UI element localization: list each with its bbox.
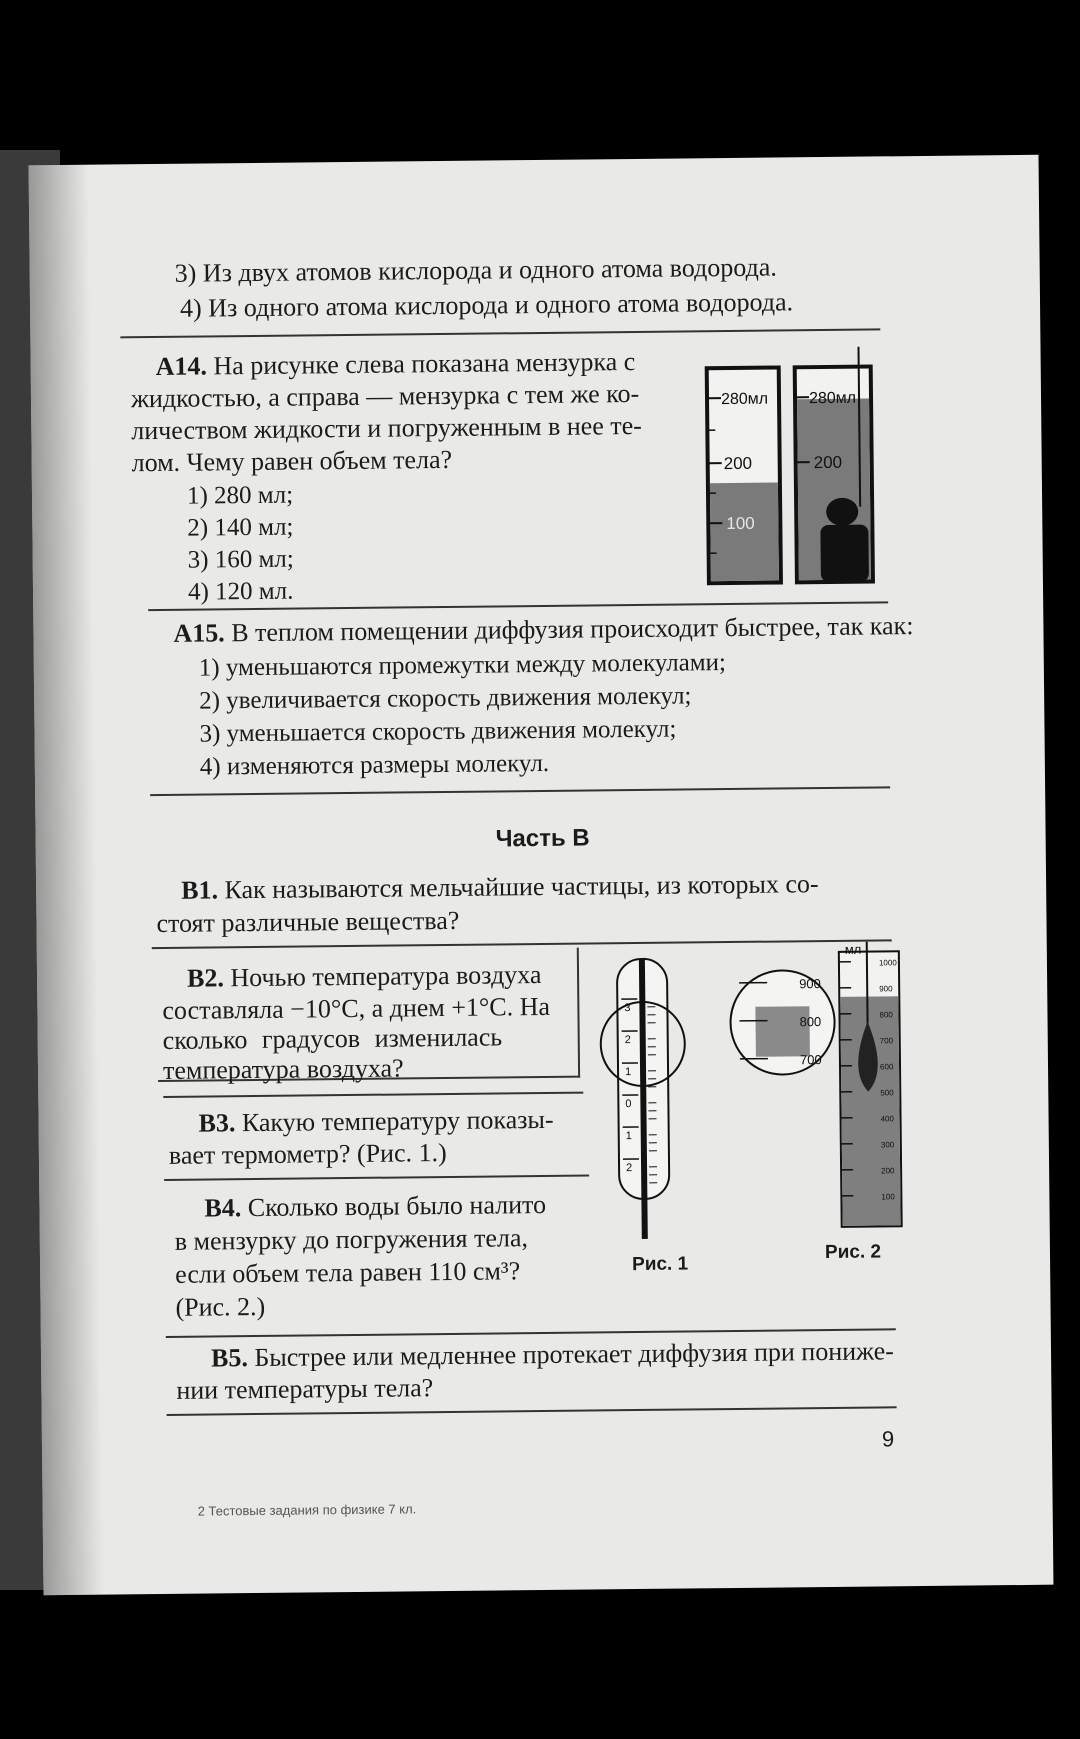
circle-tick-label: 800 bbox=[799, 1014, 822, 1030]
a14-option-1: 1) 280 мл; bbox=[186, 481, 294, 510]
cylinder-tick-label: 300 bbox=[880, 1140, 895, 1150]
a14-line-3: личеством жидкости и погруженным в нее те- bbox=[131, 410, 642, 446]
prev-option-3: 3) Из двух атомов кислорода и одного атома водорода. bbox=[174, 252, 777, 288]
a15-option-4: 4) изменяются размеры молекул. bbox=[199, 749, 550, 781]
a15-line-1 bbox=[173, 611, 913, 649]
beaker-left-100: 100 bbox=[726, 513, 755, 534]
cylinder-tick-label: 600 bbox=[879, 1062, 894, 1072]
cylinder-tick-label: 100 bbox=[881, 1192, 895, 1202]
thermometer-tick-label: 1 bbox=[625, 1066, 632, 1079]
b1-line-2: стоят различные вещества? bbox=[156, 905, 460, 939]
b4-line-1 bbox=[204, 1190, 546, 1224]
a15-option-3: 3) уменьшается скорость движения молекул; bbox=[199, 715, 677, 748]
b5-number: В5. bbox=[210, 1343, 249, 1373]
a14-option-3: 3) 160 мл; bbox=[187, 545, 294, 574]
beaker-left bbox=[707, 367, 781, 583]
a14-number: А14. bbox=[155, 351, 208, 382]
a14-option-4: 4) 120 мл. bbox=[187, 577, 294, 606]
cylinder-figure bbox=[727, 941, 915, 1243]
b1-text: Как называются мельчайшие частицы, из которых со- bbox=[224, 869, 819, 905]
a15-number: А15. bbox=[173, 618, 225, 648]
divider bbox=[163, 1092, 583, 1098]
b5-line-1 bbox=[211, 1336, 894, 1373]
b2-number: В2. bbox=[186, 963, 225, 993]
circle-tick-label: 700 bbox=[799, 1052, 822, 1068]
b2-line-1 bbox=[187, 960, 542, 994]
a14-line-2: жидкостью, а справа — мензурка с тем же ко- bbox=[130, 378, 640, 414]
b2-line-3: сколько градусов изменилась bbox=[162, 1022, 503, 1055]
b3-text: Какую температуру показы- bbox=[241, 1104, 554, 1138]
divider bbox=[164, 1175, 589, 1181]
thermometer-tick-label: 0 bbox=[625, 1098, 632, 1111]
beaker-left-280: 280мл bbox=[720, 390, 769, 409]
b2-line-2: составляла −10°С, а днем +1°С. На bbox=[162, 991, 551, 1025]
cylinder-tick-label: 500 bbox=[880, 1088, 894, 1098]
b2-text: Ночью температура воздуха bbox=[230, 960, 542, 993]
a15-option-1: 1) уменьшаются промежутки между молекулами; bbox=[198, 649, 727, 682]
b3-line-2: вает термометр? (Рис. 1.) bbox=[168, 1138, 447, 1170]
worksheet-page bbox=[29, 155, 1054, 1595]
thermometer-figure bbox=[597, 948, 735, 1249]
b3-line-1 bbox=[198, 1105, 553, 1139]
b1-number: В1. bbox=[180, 875, 219, 905]
circle-tick-label: 900 bbox=[799, 976, 821, 992]
beaker-right-200: 200 bbox=[813, 452, 843, 473]
divider bbox=[167, 1406, 897, 1416]
beaker-right bbox=[794, 347, 872, 583]
a14-line-4: лом. Чему равен объем тела? bbox=[131, 444, 453, 478]
cylinder-tick-label: 800 bbox=[879, 1010, 893, 1020]
cylinder-tick-label: 700 bbox=[879, 1036, 894, 1046]
cylinder-unit: мл bbox=[844, 941, 862, 957]
a14-line-1 bbox=[156, 347, 636, 382]
b5-text: Быстрее или медленнее протекает диффузия при пониже- bbox=[254, 1336, 895, 1373]
part-b-title: Часть В bbox=[495, 824, 590, 853]
fig2-label: Рис. 2 bbox=[824, 1241, 882, 1264]
a15-question: В теплом помещении диффузия происходит быстрее, так как: bbox=[231, 611, 914, 648]
divider bbox=[120, 328, 880, 338]
a14-option-2: 2) 140 мл; bbox=[187, 513, 294, 542]
b4-line-3: если объем тела равен 110 см³? bbox=[175, 1256, 521, 1289]
b1-line-1 bbox=[181, 869, 819, 906]
page-number: 9 bbox=[881, 1426, 895, 1452]
a15-option-2: 2) увеличивается скорость движения молекул; bbox=[199, 682, 692, 715]
thermometer-tick-label: 2 bbox=[626, 1162, 633, 1175]
divider bbox=[150, 786, 890, 796]
cylinder-tick-label: 900 bbox=[879, 984, 893, 994]
prev-option-4: 4) Из одного атома кислорода и одного атома водорода. bbox=[179, 287, 794, 323]
fig1-label: Рис. 1 bbox=[631, 1253, 689, 1276]
cylinder-tick-label: 200 bbox=[881, 1166, 895, 1176]
b4-line-4: (Рис. 2.) bbox=[175, 1291, 266, 1322]
thermometer-tick-label: 3 bbox=[624, 1002, 631, 1015]
beaker-right-280: 280мл bbox=[808, 389, 857, 408]
cylinder-tick-label: 1000 bbox=[878, 958, 897, 968]
b4-number: В4. bbox=[204, 1193, 242, 1223]
thermometer-tick-label: 2 bbox=[624, 1034, 631, 1047]
b4-text: Сколько воды было налито bbox=[247, 1189, 547, 1223]
beaker-left-200: 200 bbox=[723, 453, 753, 474]
a14-text: На рисунке слева показана мензурка с bbox=[213, 346, 636, 381]
cylinder-tick-label: 400 bbox=[880, 1114, 894, 1124]
b2-line-4: температура воздуха? bbox=[162, 1053, 404, 1085]
page-footer: 2 Тестовые задания по физике 7 кл. bbox=[197, 1501, 417, 1519]
b4-line-2: в мензурку до погружения тела, bbox=[174, 1223, 529, 1256]
b3-number: В3. bbox=[198, 1108, 236, 1138]
thermometer-tick-label: 1 bbox=[625, 1130, 632, 1143]
b5-line-2: нии температуры тела? bbox=[176, 1373, 434, 1405]
beakers-figure bbox=[700, 346, 893, 593]
